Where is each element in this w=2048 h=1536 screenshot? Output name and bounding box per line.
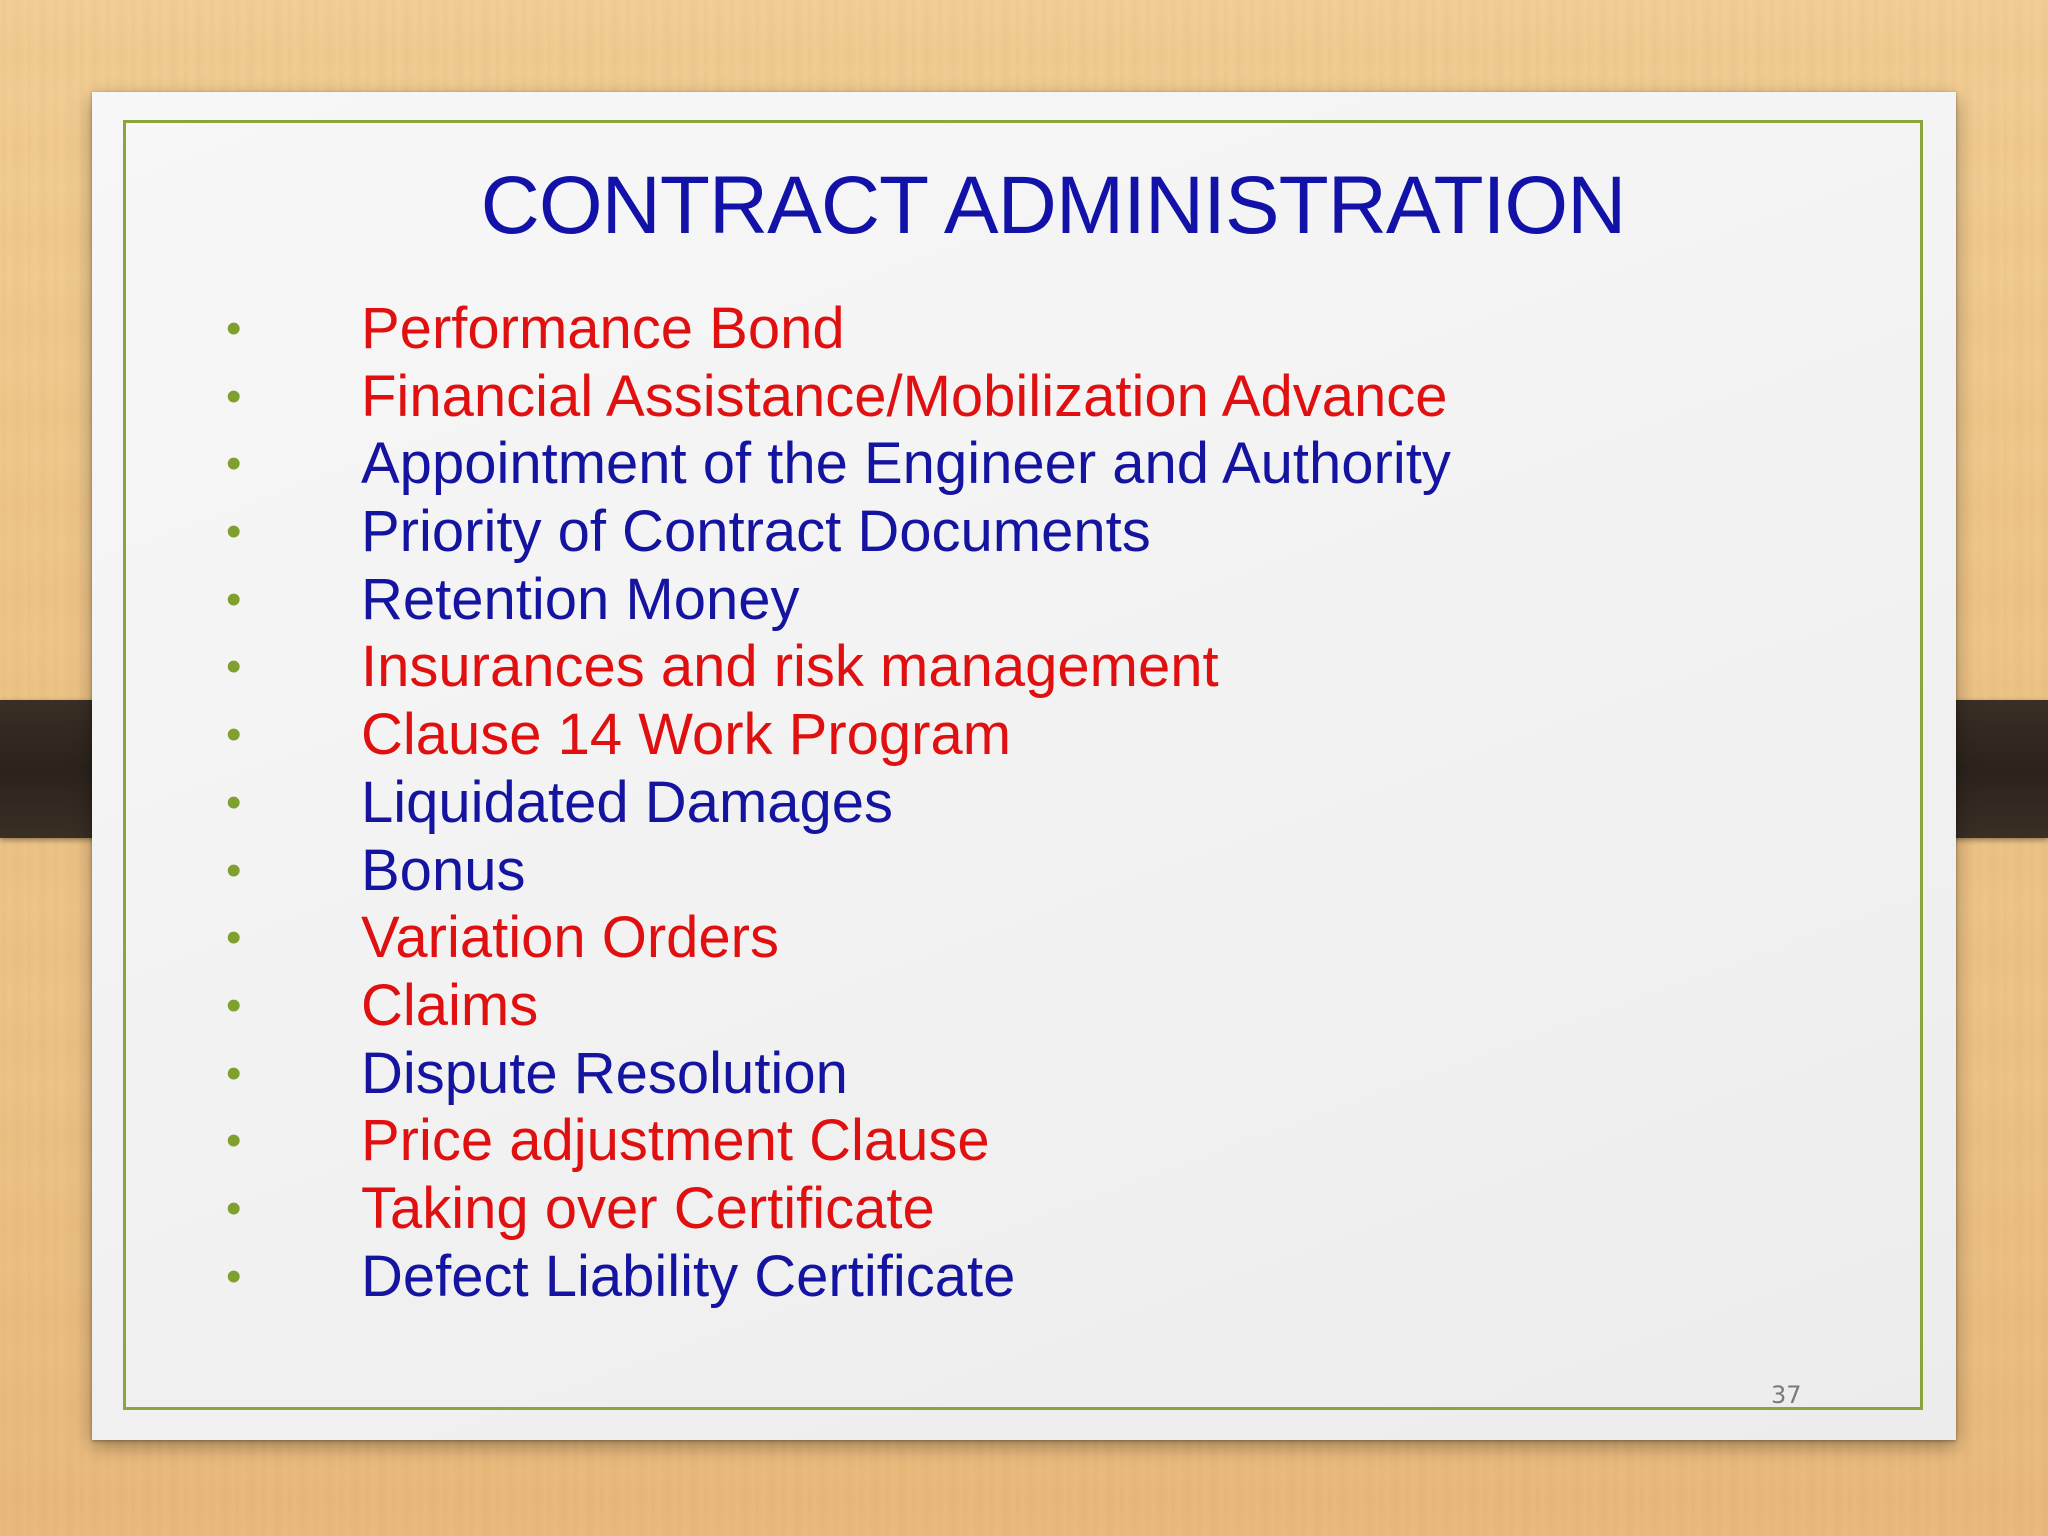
bullet-text: Liquidated Damages [361, 769, 894, 835]
bullet-text: Financial Assistance/Mobilization Advance [361, 363, 1448, 429]
slide-title: CONTRACT ADMINISTRATION [480, 160, 1626, 251]
bullet-text: Retention Money [361, 566, 800, 632]
bullet-icon: • [226, 371, 242, 421]
bullet-text: Performance Bond [361, 296, 845, 361]
bullet-icon: • [226, 1048, 242, 1098]
bullet-icon: • [226, 507, 242, 557]
bullet-icon: • [226, 439, 242, 489]
bullet-text: Appointment of the Engineer and Authority [361, 431, 1451, 497]
bullet-text: Dispute Resolution [361, 1040, 848, 1106]
bullet-icon: • [226, 777, 242, 827]
bullet-icon: • [226, 980, 242, 1030]
bullet-text: Insurances and risk management [361, 634, 1219, 700]
bullet-text: Clause 14 Work Program [361, 702, 1012, 768]
bullet-text: Taking over Certificate [361, 1175, 935, 1241]
bullet-icon: • [226, 642, 242, 692]
bullet-icon: • [226, 913, 242, 963]
bullet-icon: • [226, 1116, 242, 1166]
bullet-text: Priority of Contract Documents [361, 499, 1151, 565]
page-number: 37 [1771, 1381, 1802, 1409]
bullet-icon: • [226, 710, 242, 760]
bullet-icon: • [226, 574, 242, 624]
bullet-text: Variation Orders [361, 905, 779, 971]
bullet-text: Bonus [361, 837, 526, 903]
bullet-icon: • [226, 1183, 242, 1233]
bullet-icon: • [226, 845, 242, 895]
bullet-icon: • [226, 1251, 242, 1301]
bullet-icon: • [226, 304, 242, 353]
bullet-text: Price adjustment Clause [361, 1108, 990, 1174]
bullet-text: Claims [361, 972, 539, 1038]
slide-frame [123, 120, 1923, 1410]
slide [92, 92, 1956, 1440]
bullet-text: Defect Liability Certificate [361, 1243, 1016, 1309]
